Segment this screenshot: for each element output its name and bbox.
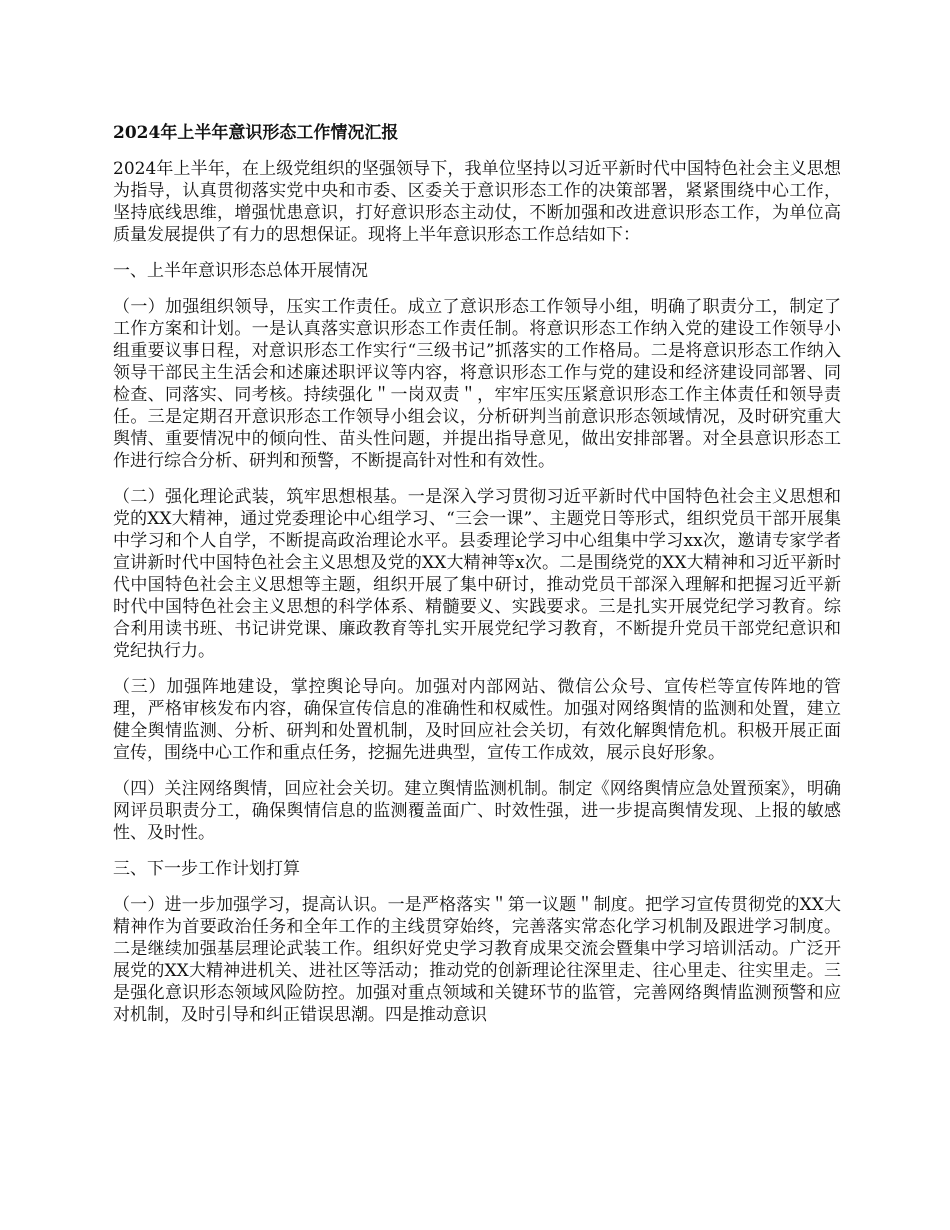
document-page <box>113 122 841 1040</box>
section-heading-1: 一、上半年意识形态总体开展情况 <box>113 261 368 281</box>
document-title: 2024年上半年意识形态工作情况汇报 <box>113 123 399 143</box>
section-heading-3: 三、下一步工作计划打算 <box>113 859 300 879</box>
section3-paragraph-1: （一）进一步加强学习，提高认识。一是严格落实＂第一议题＂制度。把学习宣传贯彻党的XX大精神作为首要政治任务和全年工作的主线贯穿始终，完善落实常态化学习机制及跟进学习制度。二是继续加强基层理论武装工作。组织好党史学习教育成果交流会暨集中学习培训活动。广泛开展党的XX大精神进机关、进社区等活动；推动党的创新理论往深里走、往心里走、往实里走。三是强化意识形态领域风险防控。加强对重点领域和关键环节的监管，完善网络舆情监测预警和应对机制，及时引导和纠正错误思潮。四是推动意识 <box>113 895 841 1025</box>
section1-paragraph-2: （二）强化理论武装，筑牢思想根基。一是深入学习贯彻习近平新时代中国特色社会主义思想和党的XX大精神，通过党委理论中心组学习、“三会一课”、主题党日等形式，组织党员干部开展集中学习和个人自学，不断提高政治理论水平。县委理论学习中心组集中学习xx次，邀请专家学者宣讲新时代中国特色社会主义思想及党的XX大精神等x次。二是围绕党的XX大精神和习近平新时代中国特色社会主义思想等主题，组织开展了集中研讨，推动党员干部深入理解和把握习近平新时代中国特色社会主义思想的科学体系、精髓要义、实践要求。三是扎实开展党纪学习教育。综合利用读书班、书记讲党课、廉政教育等扎实开展党纪学习教育，不断提升党员干部党纪意识和党纪执行力。 <box>113 487 841 661</box>
section1-paragraph-1: （一）加强组织领导，压实工作责任。成立了意识形态工作领导小组，明确了职责分工，制定了工作方案和计划。一是认真落实意识形态工作责任制。将意识形态工作纳入党的建设工作领导小组重要议事日程，对意识形态工作实行“三级书记”抓落实的工作格局。二是将意识形态工作纳入领导干部民主生活会和述廉述职评议等内容，将意识形态工作与党的建设和经济建设同部署、同检查、同落实、同考核。持续强化＂一岗双责＂，牢牢压实压紧意识形态工作主体责任和领导责任。三是定期召开意识形态工作领导小组会议，分析研判当前意识形态领域情况，及时研究重大舆情、重要情况中的倾向性、苗头性问题，并提出指导意见，做出安排部署。对全县意识形态工作进行综合分析、研判和预警，不断提高针对性和有效性。 <box>113 297 841 471</box>
section1-paragraph-3: （三）加强阵地建设，掌控舆论导向。加强对内部网站、微信公众号、宣传栏等宣传阵地的管理，严格审核发布内容，确保宣传信息的准确性和权威性。加强对网络舆情的监测和处置，建立健全舆情监测、分析、研判和处置机制，及时回应社会关切，有效化解舆情危机。积极开展正面宣传，围绕中心工作和重点任务，挖掘先进典型，宣传工作成效，展示良好形象。 <box>113 677 841 763</box>
intro-paragraph: 2024年上半年，在上级党组织的坚强领导下，我单位坚持以习近平新时代中国特色社会主义思想为指导，认真贯彻落实党中央和市委、区委关于意识形态工作的决策部署，紧紧围绕中心工作，坚持底线思维，增强忧患意识，打好意识形态主动仗，不断加强和改进意识形态工作，为单位高质量发展提供了有力的思想保证。现将上半年意识形态工作总结如下： <box>113 159 841 245</box>
section1-paragraph-4: （四）关注网络舆情，回应社会关切。建立舆情监测机制。制定《网络舆情应急处置预案》，明确网评员职责分工，确保舆情信息的监测覆盖面广、时效性强，进一步提高舆情发现、上报的敏感性、及时性。 <box>113 779 841 843</box>
